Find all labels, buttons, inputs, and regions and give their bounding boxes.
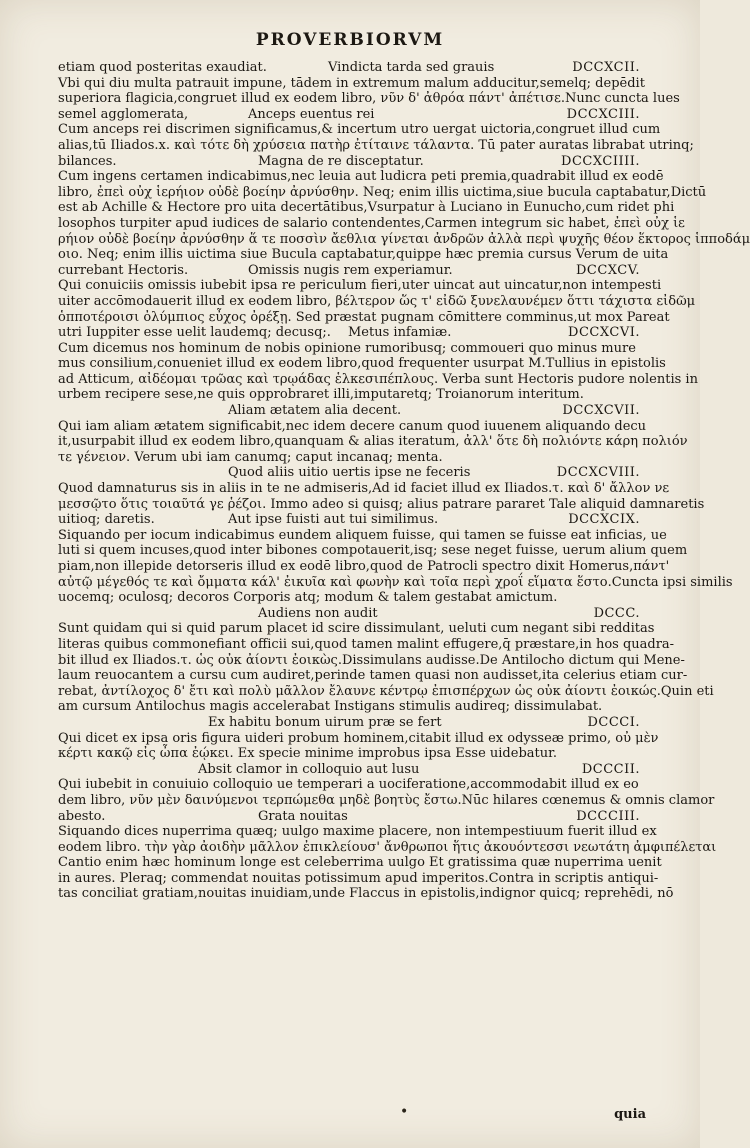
paragraph-tail: semel agglomerata, [58,106,189,122]
text-line: eodem libro. τὴν γὰρ ἀοιδὴν μᾶλλον ἐπικλείουσ' ἄνθρωποι ἥτις ἀκουόντεσσι νεωτάτη ἀμφιπέλεται [58,839,717,855]
text-line: alias,tū Iliados.x. καὶ τότε δὴ χρύσεια πατὴρ ἐτίταινε τάλαντα. Tū pater auratas librabat utrinq; [58,137,694,153]
text-line: in aures. Pleraq; commendat nouitas potissimum apud imperitos.Contra in scriptis antiqui- [58,870,659,886]
adage-heading-line [58,107,646,123]
text-line: est ab Achille & Hectore pro uita decertātibus,Vsurpatur à Luciano in Eunucho,cum ridet phi [58,200,675,216]
text-line: Qui iam aliam ætatem significabit,nec idem decere canum quod iuuenem aliquando decu [58,418,647,434]
adage-number: DCCXCIII. [566,106,640,122]
adage-heading-line [58,762,646,778]
text-line: am cursum Antilochus magis accelerabat Instigans stimulis audireq; dissimulabat. [58,699,603,715]
text-line: ad Atticum, αἰδέομαι τρῶας καὶ τρῳάδας ἑλκεσιπέπλους. Verba sunt Hectoris pudore nolentis in [58,371,698,387]
adage-number: DCCXCVIII. [556,465,640,481]
adage-number: DCCXCV. [575,262,640,278]
text-line: rebat, ἀντίλοχος δ' ἔτι καὶ πολὺ μᾶλλον ἔλαυνε κέντρῳ ἐπισπέρχων ὡς οὐκ ἀίοντι ἐοικώς.Quin eti [58,683,714,699]
text-line: Cum dicemus nos hominum de nobis opinione rumoribusq; commoueri quo minus mure [58,340,636,356]
text-line: urbem recipere sese,ne quis opprobraret illi,imputaretq; Troianorum interitum. [58,387,584,403]
text-line: tas conciliat gratiam,nouitas inuidiam,unde Flaccus in epistolis,indignor quicq; reprehēdi, nō [58,886,674,902]
adage-heading-line [58,606,646,622]
text-line: ρήιον οὐδὲ βοείην ἀρνύσθην ἅ τε ποσσὶν ἄεθλια γίνεται ἀνδρῶν ἀλλὰ περὶ ψυχῆς θέον ἕκτορος ἱπποδάμ [58,231,750,247]
text-line: luti si quem incuses,quod inter bibones compotauerit,isq; sese neget fuisse, uerum alium quem [58,543,688,559]
adage-number: DCCXCIX. [568,512,640,528]
text-line: mus consilium,conueniet illud ex eodem libro,quod frequenter usurpat M.Tullius in epistolis [58,356,666,372]
text-line: Qui dicet ex ipsa oris figura uideri probum hominem,citabit illud ex odysseæ primo, οὐ μὲν [58,730,659,746]
adage-title: Metus infamiæ. [348,325,452,341]
text-line: ὁπποτέροισι ὀλύμπιος εὖχος ὀρέξῃ. Sed præstat pugnam cōmittere comminus,ut mox Pareat [58,309,670,325]
text-line: Qui iubebit in conuiuio colloquio ue temperari a uociferatione,accommodabit illud ex eo [58,777,639,793]
adage-title: Anceps euentus rei [248,106,375,122]
printer-mark: • [400,1104,409,1120]
adage-number: DCCXCVI. [568,325,640,341]
adage-number: DCCXCIIII. [561,153,640,169]
adage-number: DCCXCVII. [562,403,640,419]
adage-heading-line [58,60,646,76]
text-line: οιο. Neq; enim illis uictima siue Bucula captabatur,quippe hæc premia cursus Verum de uita [58,247,669,263]
paragraph-tail: utri Iuppiter esse uelit laudemq; decusq;. [58,325,331,341]
paragraph-tail: uitioq; daretis. [58,512,155,528]
adage-heading-line [58,715,646,731]
text-line: libro, ἐπεὶ οὐχ ἱερήιον οὐδὲ βοείην ἀρνύσθην. Neq; enim illis uictima,siue bucula captabatur,Dictū [58,184,707,200]
text-line: Cum ingens certamen indicabimus,nec leuia aut ludicra peti premia,quadrabit illud ex eodē [58,169,664,185]
text-line: Cum anceps rei discrimen significamus,& incertum utro uergat uictoria,congruet illud cum [58,122,661,138]
text-line: laum reuocantem a cursu cum audiret,perinde tamen quasi non audisset,ita celerius etiam cur- [58,668,688,684]
catchword: quia [614,1107,646,1122]
adage-title: Absit clamor in colloquio aut lusu [198,761,420,777]
text-line: Vbi qui diu multa patrauit impune, tādem in extremum malum adducitur,semelq; depēdit [58,75,645,91]
text-line: it,usurpabit illud ex eodem libro,quanquam & alias iteratum, ἀλλ' ὅτε δὴ πολιόντε κάρη πολιόν [58,434,688,450]
adage-title: Omissis nugis rem experiamur. [248,262,453,278]
text-line: losophos turpiter apud iudices de salario contendentes,Carmen integrum sic habet, ἐπεὶ οὐχ ἱε [58,215,685,231]
adage-title: Grata nouitas [258,808,348,824]
paragraph-tail: bilances. [58,153,117,169]
adage-title: Quod aliis uitio uertis ipse ne feceris [228,465,471,481]
text-line: Sunt quidam qui si quid parum placet id scire dissimulant, ueluti cum negant sibi redditas [58,621,655,637]
text-line: Qui conuiciis omissis iubebit ipsa re periculum fieri,uter uincat aut uincatur,non intempesti [58,278,662,294]
text-line: Cantio enim hæc hominum longe est celeberrima uulgo Et gratissima quæ nuperrima uenit [58,855,662,871]
adage-heading-line [58,154,646,170]
text-line: bit illud ex Iliados.τ. ὡς οὐκ ἀίοντι ἐοικὼς.Dissimulans audisse.De Antilocho dictum qui Mene- [58,652,685,668]
paragraph-tail: currebant Hectoris. [58,262,189,278]
adage-number: DCCCI. [587,714,640,730]
adage-title: Aliam ætatem alia decent. [228,403,402,419]
paragraph-tail: etiam quod posteritas exaudiat. [58,60,267,75]
text-line: uocemq; oculosq; decoros Corporis atq; modum & talem gestabat amictum. [58,590,558,606]
text-line: piam,non illepide detorseris illud ex eodē libro,quod de Patrocli spectro dixit Homerus,πάντ' [58,559,670,574]
adage-number: DCCCII. [581,761,640,777]
adage-number: DCCXCII. [572,60,640,75]
adage-number: DCCC. [593,605,640,621]
text-line: dem libro, νῦν μὲν δαινύμενοι τερπώμεθα μηδὲ βοητὺς ἔστω.Nūc hilares cœnemus & omnis clamor [58,792,715,808]
adage-heading-line [58,325,646,341]
text-line: αὐτῷ μέγεθός τε καὶ ὄμματα κάλ' ἐικυῖα καὶ φωνὴν καὶ τοῖα περὶ χροΐ εἵματα ἕστο.Cuncta ipsi similis [58,574,733,590]
adage-heading-line [58,512,646,528]
paragraph-tail: abesto. [58,808,106,824]
text-line: uiter accōmodauerit illud ex eodem libro, βέλτερον ὥς τ' εἰδῶ ξυνελαυνέμεν ὅττι τάχιστα εἰδῶμ [58,293,696,309]
adage-heading-line [58,809,646,825]
adage-heading-line [58,465,646,481]
text-line: superiora flagicia,congruet illud ex eodem libro, νῦν δ' ἀθρόα πάντ' ἀπέτισε.Nunc cuncta lues [58,91,680,107]
adage-title: Magna de re disceptatur. [258,153,424,169]
text-line: κέρτι κακῷ εἰς ὦπα ἐῴκει. Ex specie minime improbus ipsa Esse uidebatur. [58,746,558,762]
text-line: Quod damnaturus sis in aliis in te ne admiseris,Ad id faciet illud ex Iliados.τ. καὶ δ' ἄλλον νε [58,481,670,497]
running-head: PROVERBIORVM [255,30,445,50]
text-line: Siquando per iocum indicabimus eundem aliquem fuisse, qui tamen se fuisse eat inficias, ue [58,527,667,543]
text-line: μεσσῷτο ὅτις τοιαῦτά γε ῥέζοι. Immo adeo si quisq; alius patrare pararet Tale aliquid damnaretis [58,496,705,512]
adage-heading-line [58,403,646,419]
text-line: literas quibus commonefiant officii sui,quod tamen malint effugere,q̄ præstare,in hos quadra- [58,636,675,652]
adage-number: DCCCIII. [576,808,640,824]
adage-title: Ex habitu bonum uirum præ se fert [208,714,442,730]
text-block [58,60,750,902]
adage-title: Vindicta tarda sed grauis [328,60,495,75]
adage-heading-line [58,263,646,279]
adage-title: Aut ipse fuisti aut tui similimus. [228,512,439,528]
text-line: τε γένειον. Verum ubi iam canumq; caput incanaq; menta. [58,449,443,465]
adage-title: Audiens non audit [258,605,378,621]
text-line: Siquando dices nuperrima quæq; uulgo maxime placere, non intempestiuum fuerit illud ex [58,824,657,840]
